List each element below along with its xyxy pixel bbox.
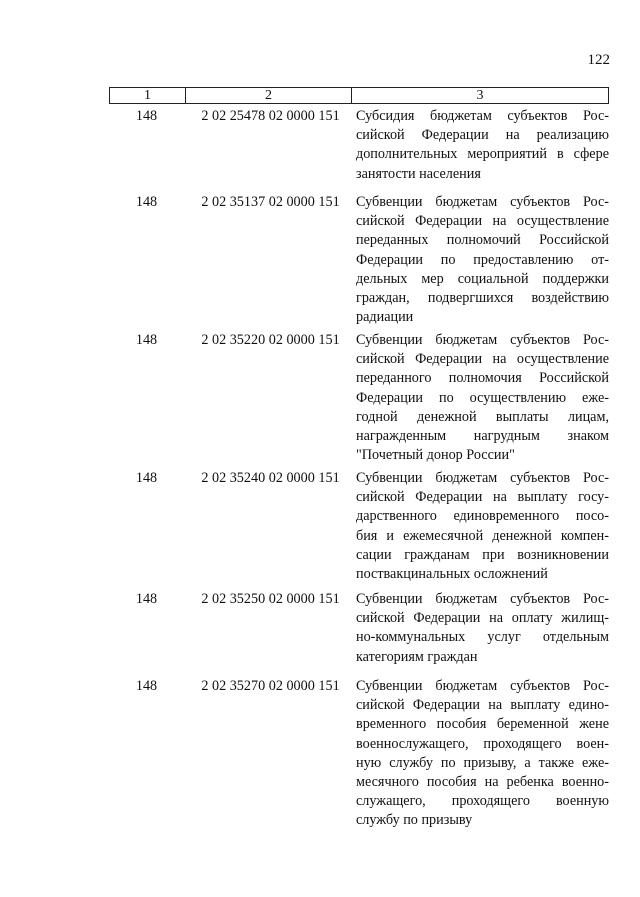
column-header-2: 2 xyxy=(186,88,352,103)
description-line: Субвенции бюджетам субъектов Рос- xyxy=(356,591,609,607)
description-line: дополнительных мероприятий в сфере xyxy=(356,146,609,163)
budget-code: 2 02 25478 02 0000 151 xyxy=(201,108,340,124)
description-line: ную службу по призыву, а также еже- xyxy=(356,754,609,771)
admin-code: 148 xyxy=(135,470,158,486)
description-line: сийской Федерации на осуществление xyxy=(356,213,609,230)
description-line: месячного пособия на ребенка военно- xyxy=(356,773,609,790)
page-number: 122 xyxy=(587,52,610,68)
admin-code: 148 xyxy=(135,591,158,607)
description xyxy=(356,107,609,184)
budget-code: 2 02 35250 02 0000 151 xyxy=(201,591,340,607)
description-line: переданных полномочий Российской xyxy=(356,232,609,249)
admin-code: 148 xyxy=(135,108,158,124)
description-line: сийской Федерации на выплату едино- xyxy=(356,697,609,714)
description-line: Федерации по предоставлению от- xyxy=(356,251,609,268)
admin-code: 148 xyxy=(135,194,158,210)
description-line: но-коммунальных услуг отдельным xyxy=(356,629,609,646)
description-line: Субвенции бюджетам субъектов Рос- xyxy=(356,194,609,210)
description xyxy=(356,590,609,667)
description-line: временного пособия беременной жене xyxy=(356,716,609,733)
description-line: дарственного единовременного посо- xyxy=(356,508,609,525)
column-header-3: 3 xyxy=(476,88,484,103)
description-line: служащего, проходящего военную xyxy=(356,793,609,810)
table-column-header xyxy=(109,87,609,104)
description xyxy=(356,469,609,584)
budget-code: 2 02 35220 02 0000 151 xyxy=(201,332,340,348)
description-line: категориям граждан xyxy=(356,648,478,665)
description-line: сийской Федерации на выплату госу- xyxy=(356,489,609,506)
description-line: радиации xyxy=(356,309,414,326)
description-line: "Почетный донор России" xyxy=(356,447,515,464)
description-line: бия и ежемесячной денежной компен- xyxy=(356,527,609,544)
description-line: сийской Федерации на оплату жилищ- xyxy=(356,610,609,627)
budget-code: 2 02 35240 02 0000 151 xyxy=(201,470,340,486)
description-line: Субвенции бюджетам субъектов Рос- xyxy=(356,332,609,348)
description xyxy=(356,331,609,465)
description-line: Субвенции бюджетам субъектов Рос- xyxy=(356,678,609,694)
budget-code: 2 02 35270 02 0000 151 xyxy=(201,678,340,694)
admin-code: 148 xyxy=(135,332,158,348)
description-line: занятости населения xyxy=(356,165,481,182)
description-line: Субсидия бюджетам субъектов Рос- xyxy=(356,108,609,124)
description-line: Федерации по осуществлению еже- xyxy=(356,389,609,406)
description-line: сийской Федерации на осуществление xyxy=(356,351,609,368)
description-line: годной денежной выплаты лицам, xyxy=(356,408,609,425)
description xyxy=(356,677,609,831)
description-line: Субвенции бюджетам субъектов Рос- xyxy=(356,470,609,486)
description-line: службу по призыву xyxy=(356,812,473,829)
description-line: поствакцинальных осложнений xyxy=(356,565,548,582)
description-line: граждан, подвергшихся воздействию xyxy=(356,289,609,306)
description-line: военнослужащего, проходящего воен- xyxy=(356,735,609,752)
description xyxy=(356,193,609,327)
description-line: дельных мер социальной поддержки xyxy=(356,270,609,287)
description-line: награжденным нагрудным знаком xyxy=(356,427,609,444)
description-line: сации гражданам при возникновении xyxy=(356,546,609,563)
column-header-1: 1 xyxy=(110,88,186,103)
description-line: переданного полномочия Российской xyxy=(356,370,609,387)
description-line: сийской Федерации на реализацию xyxy=(356,127,609,144)
budget-code: 2 02 35137 02 0000 151 xyxy=(201,194,340,210)
admin-code: 148 xyxy=(135,678,158,694)
